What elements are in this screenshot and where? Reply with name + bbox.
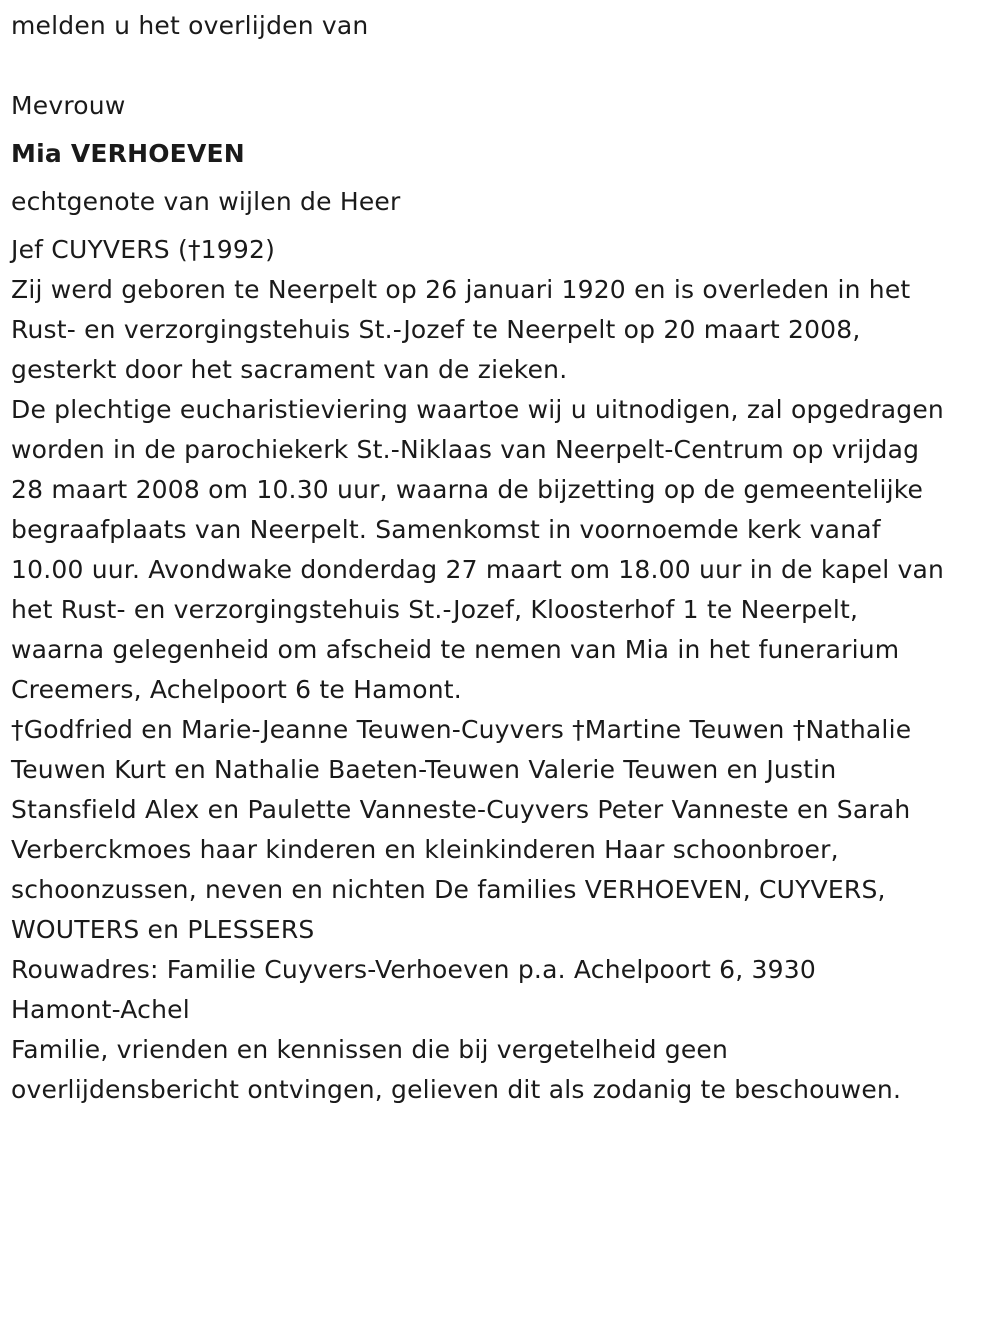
birth-paragraph: [11, 270, 991, 390]
paragraph-line: Hamont-Achel: [11, 995, 190, 1024]
paragraph-line: waarna gelegenheid om afscheid te nemen van Mia in het funerarium: [11, 635, 900, 664]
paragraph-line: Creemers, Achelpoort 6 te Hamont.: [11, 675, 462, 704]
paragraph-line: Rust- en verzorgingstehuis St.-Jozef te Neerpelt op 20 maart 2008,: [11, 315, 861, 344]
paragraph-line: worden in de parochiekerk St.-Niklaas van Neerpelt-Centrum op vrijdag: [11, 435, 920, 464]
paragraph-line: Teuwen Kurt en Nathalie Baeten-Teuwen Valerie Teuwen en Justin: [11, 755, 837, 784]
ceremony-paragraph: [11, 390, 991, 710]
obituary-notice: [11, 0, 991, 1110]
deceased-name: Mia VERHOEVEN: [11, 139, 245, 168]
salutation: Mevrouw: [11, 91, 126, 120]
spouse-line-1: echtgenote van wijlen de Heer: [11, 187, 401, 216]
paragraph-line: begraafplaats van Neerpelt. Samenkomst in voornoemde kerk vanaf: [11, 515, 881, 544]
address-paragraph: [11, 950, 991, 1030]
paragraph-line: Rouwadres: Familie Cuyvers-Verhoeven p.a. Achelpoort 6, 3930: [11, 955, 816, 984]
paragraph-line: schoonzussen, neven en nichten De families VERHOEVEN, CUYVERS,: [11, 875, 886, 904]
paragraph-line: Zij werd geboren te Neerpelt op 26 januari 1920 en is overleden in het: [11, 275, 911, 304]
paragraph-line: het Rust- en verzorgingstehuis St.-Jozef, Kloosterhof 1 te Neerpelt,: [11, 595, 859, 624]
paragraph-line: Verberckmoes haar kinderen en kleinkinderen Haar schoonbroer,: [11, 835, 839, 864]
paragraph-line: Familie, vrienden en kennissen die bij vergetelheid geen: [11, 1035, 729, 1064]
spouse-line-2: Jef CUYVERS (†1992): [11, 235, 276, 264]
intro-text: melden u het overlijden van: [11, 11, 369, 40]
family-paragraph: [11, 710, 991, 950]
paragraph-line: WOUTERS en PLESSERS: [11, 915, 315, 944]
paragraph-line: 28 maart 2008 om 10.30 uur, waarna de bijzetting op de gemeentelijke: [11, 475, 924, 504]
paragraph-line: overlijdensbericht ontvingen, gelieven dit als zodanig te beschouwen.: [11, 1075, 902, 1104]
paragraph-line: Stansfield Alex en Paulette Vanneste-Cuyvers Peter Vanneste en Sarah: [11, 795, 911, 824]
paragraph-line: †Godfried en Marie-Jeanne Teuwen-Cuyvers †Martine Teuwen †Nathalie: [11, 715, 912, 744]
closing-paragraph: [11, 1030, 991, 1110]
paragraph-line: 10.00 uur. Avondwake donderdag 27 maart om 18.00 uur in de kapel van: [11, 555, 945, 584]
paragraph-line: gesterkt door het sacrament van de zieken.: [11, 355, 568, 384]
paragraph-line: De plechtige eucharistieviering waartoe wij u uitnodigen, zal opgedragen: [11, 395, 944, 424]
